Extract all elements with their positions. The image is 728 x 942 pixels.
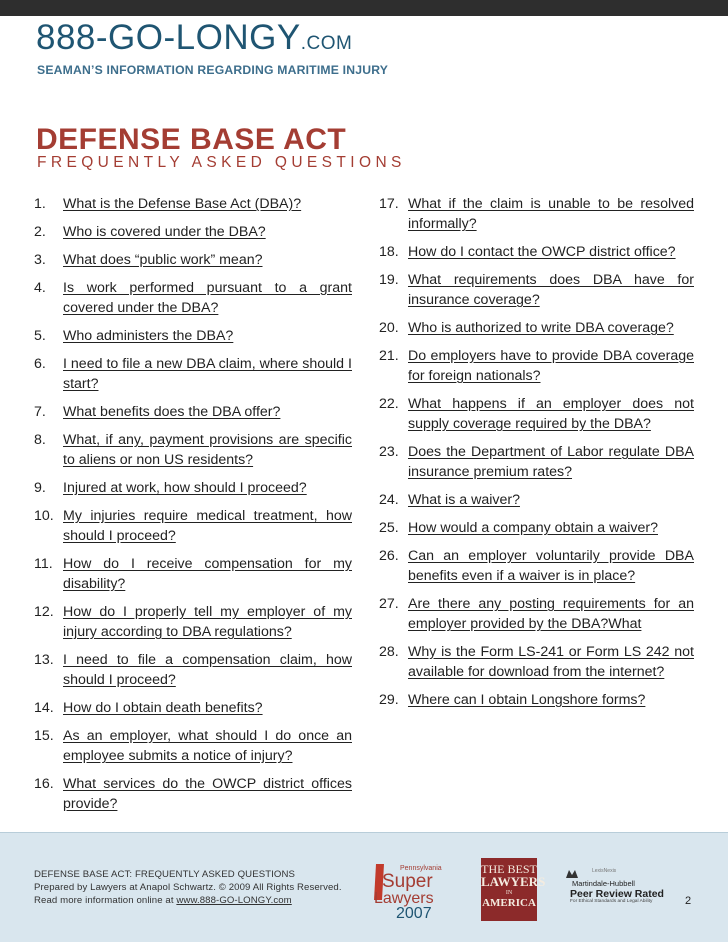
best-lawyers-line2: LAWYERS bbox=[481, 874, 546, 889]
martindale-note: For Ethical Standards and Legal Ability bbox=[570, 899, 653, 904]
faq-number: 4. bbox=[34, 280, 46, 296]
document-subtitle: FREQUENTLY ASKED QUESTIONS bbox=[37, 154, 406, 171]
faq-question-link[interactable]: Where can I obtain Longshore forms? bbox=[408, 692, 646, 708]
best-lawyers-logo bbox=[481, 858, 546, 921]
faq-number: 29. bbox=[379, 692, 399, 708]
faq-number: 26. bbox=[379, 548, 399, 564]
faq-number: 23. bbox=[379, 444, 399, 460]
faq-question-link[interactable]: Does the Department of Labor regulate DBA insurance premium rates? bbox=[408, 444, 694, 480]
faq-number: 18. bbox=[379, 244, 399, 260]
faq-number: 13. bbox=[34, 652, 54, 668]
faq-item bbox=[34, 402, 352, 422]
faq-item bbox=[34, 726, 352, 766]
faq-list-left bbox=[34, 194, 352, 822]
faq-number: 15. bbox=[34, 728, 54, 744]
faq-item bbox=[379, 490, 694, 510]
faq-item bbox=[379, 642, 694, 682]
faq-question-link[interactable]: My injuries require medical treatment, how should I proceed? bbox=[63, 508, 352, 544]
faq-item bbox=[379, 546, 694, 586]
super-lawyers-year: 2007 bbox=[396, 905, 432, 920]
faq-number: 24. bbox=[379, 492, 399, 508]
faq-list-right bbox=[379, 194, 694, 718]
faq-number: 12. bbox=[34, 604, 54, 620]
faq-question-link[interactable]: What benefits does the DBA offer? bbox=[63, 404, 281, 420]
faq-item bbox=[379, 242, 694, 262]
faq-question-link[interactable]: Who is covered under the DBA? bbox=[63, 224, 266, 240]
faq-item bbox=[379, 394, 694, 434]
faq-question-link[interactable]: I need to file a compensation claim, how should I proceed? bbox=[63, 652, 352, 688]
faq-question-link[interactable]: What if the claim is unable to be resolved informally? bbox=[408, 196, 694, 232]
faq-number: 20. bbox=[379, 320, 399, 336]
faq-question-link[interactable]: How do I contact the OWCP district office? bbox=[408, 244, 676, 260]
best-lawyers-line3: IN bbox=[505, 890, 513, 896]
faq-number: 17. bbox=[379, 196, 399, 212]
faq-question-link[interactable]: Injured at work, how should I proceed? bbox=[63, 480, 307, 496]
faq-number: 6. bbox=[34, 356, 46, 372]
faq-number: 21. bbox=[379, 348, 399, 364]
faq-item bbox=[379, 346, 694, 386]
faq-number: 25. bbox=[379, 520, 399, 536]
faq-item bbox=[34, 278, 352, 318]
top-strip bbox=[0, 0, 728, 16]
faq-question-link[interactable]: As an employer, what should I do once an employee submits a notice of injury? bbox=[63, 728, 352, 764]
faq-question-link[interactable]: What requirements does DBA have for insurance coverage? bbox=[408, 272, 694, 308]
footer-text bbox=[34, 868, 342, 907]
faq-number: 1. bbox=[34, 196, 46, 212]
faq-item bbox=[34, 506, 352, 546]
faq-item bbox=[34, 354, 352, 394]
martindale-small: LexisNexis bbox=[592, 868, 617, 874]
faq-number: 14. bbox=[34, 700, 54, 716]
faq-item bbox=[34, 650, 352, 690]
faq-number: 5. bbox=[34, 328, 46, 344]
faq-question-link[interactable]: Can an employer voluntarily provide DBA benefits even if a waiver is in place? bbox=[408, 548, 694, 584]
site-tagline: SEAMAN’S INFORMATION REGARDING MARITIME INJURY bbox=[37, 63, 389, 77]
faq-item bbox=[34, 194, 352, 214]
faq-number: 19. bbox=[379, 272, 399, 288]
footer-website-link[interactable]: www.888-GO-LONGY.com bbox=[176, 895, 292, 906]
best-lawyers-line1: THE BEST bbox=[481, 862, 537, 876]
faq-question-link[interactable]: What services do the OWCP district offices provide? bbox=[63, 776, 352, 812]
super-lawyers-word1: Super bbox=[382, 871, 433, 892]
faq-item bbox=[379, 270, 694, 310]
faq-question-link[interactable]: What happens if an employer does not supply coverage required by the DBA? bbox=[408, 396, 694, 432]
faq-item bbox=[34, 430, 352, 470]
faq-item bbox=[379, 690, 694, 710]
faq-item bbox=[34, 774, 352, 814]
super-lawyers-word2: Lawyers bbox=[374, 890, 434, 907]
site-tld: .COM bbox=[300, 33, 353, 54]
page-number: 2 bbox=[685, 895, 692, 907]
faq-number: 27. bbox=[379, 596, 399, 612]
footer-read-more-label: Read more information online at bbox=[34, 895, 177, 906]
faq-question-link[interactable]: How do I properly tell my employer of my injury according to DBA regulations? bbox=[63, 604, 352, 640]
site-name: 888-GO-LONGY bbox=[36, 18, 301, 57]
faq-number: 10. bbox=[34, 508, 54, 524]
faq-number: 2. bbox=[34, 224, 46, 240]
faq-question-link[interactable]: I need to file a new DBA claim, where should I start? bbox=[63, 356, 352, 392]
footer-doc-title: DEFENSE BASE ACT: FREQUENTLY ASKED QUESTIONS bbox=[34, 869, 296, 880]
document-title: DEFENSE BASE ACT bbox=[36, 123, 347, 156]
faq-number: 28. bbox=[379, 644, 399, 660]
faq-item bbox=[379, 594, 694, 634]
faq-question-link[interactable]: Are there any posting requirements for an employer provided by the DBA?What bbox=[408, 596, 694, 632]
faq-question-link[interactable]: How would a company obtain a waiver? bbox=[408, 520, 658, 536]
faq-item bbox=[379, 318, 694, 338]
faq-item bbox=[34, 326, 352, 346]
faq-number: 16. bbox=[34, 776, 54, 792]
faq-item bbox=[379, 518, 694, 538]
faq-question-link[interactable]: What is the Defense Base Act (DBA)? bbox=[63, 196, 302, 212]
faq-item bbox=[34, 222, 352, 242]
site-title bbox=[36, 18, 352, 58]
martindale-hubbell-icon bbox=[566, 870, 578, 878]
martindale-hubbell-logo bbox=[566, 868, 696, 908]
faq-question-link[interactable]: What is a waiver? bbox=[408, 492, 520, 508]
faq-question-link[interactable]: What does “public work” mean? bbox=[63, 252, 263, 268]
faq-question-link[interactable]: Why is the Form LS-241 or Form LS 242 not available for download from the internet? bbox=[408, 644, 694, 680]
best-lawyers-line4: AMERICA bbox=[482, 897, 536, 909]
faq-number: 7. bbox=[34, 404, 46, 420]
footer-read-more bbox=[34, 894, 342, 907]
faq-item bbox=[379, 194, 694, 234]
faq-question-link[interactable]: Who administers the DBA? bbox=[63, 328, 234, 344]
faq-number: 8. bbox=[34, 432, 46, 448]
faq-question-link[interactable]: Is work performed pursuant to a grant covered under the DBA? bbox=[63, 280, 352, 316]
martindale-rating: Peer Review Rated bbox=[570, 888, 664, 900]
faq-item bbox=[34, 698, 352, 718]
faq-question-link[interactable]: How do I receive compensation for my disability? bbox=[63, 556, 352, 592]
super-lawyers-state: Pennsylvania bbox=[400, 865, 442, 872]
faq-question-link[interactable]: How do I obtain death benefits? bbox=[63, 700, 263, 716]
super-lawyers-logo bbox=[372, 860, 452, 920]
faq-item bbox=[34, 602, 352, 642]
faq-item bbox=[34, 478, 352, 498]
faq-item bbox=[34, 250, 352, 270]
faq-question-link[interactable]: What, if any, payment provisions are specific to aliens or non US residents? bbox=[63, 432, 352, 468]
faq-number: 22. bbox=[379, 396, 399, 412]
footer-divider bbox=[0, 832, 728, 833]
faq-number: 3. bbox=[34, 252, 46, 268]
faq-number: 11. bbox=[34, 556, 53, 572]
faq-number: 9. bbox=[34, 480, 46, 496]
faq-item bbox=[379, 442, 694, 482]
faq-question-link[interactable]: Do employers have to provide DBA coverage for foreign nationals? bbox=[408, 348, 694, 384]
martindale-name: Martindale-Hubbell bbox=[572, 879, 635, 888]
faq-question-link[interactable]: Who is authorized to write DBA coverage? bbox=[408, 320, 674, 336]
footer-copyright: Prepared by Lawyers at Anapol Schwartz. © 2009 All Rights Reserved. bbox=[34, 882, 342, 893]
faq-item bbox=[34, 554, 352, 594]
